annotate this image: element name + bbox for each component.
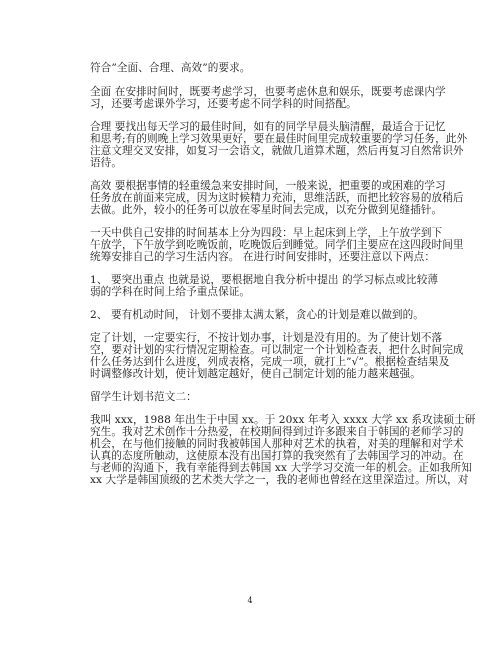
text-line: 与老师的沟通下，我有幸能得到去韩国 xx 大学学习交流一年的机会。正如我所知: [90, 462, 472, 474]
body-text: [90, 62, 476, 486]
text-line: 合理 要找出每天学习的最佳时间，如有的同学早晨头脑清醒，最适合于记忆: [90, 121, 446, 133]
section-heading: 留学生计划书范文二：: [90, 391, 197, 403]
text-line: 弱的学科在时间上给予重点保证。: [90, 286, 251, 298]
text-line: 什么任务达到什么进度，列成表格，完成一项，就打上”√”。根据检查结果及: [90, 356, 450, 368]
text-line: 和思考;有的则晚上学习效果更好，要在最佳时间里完成较重要的学习任务，此外: [90, 133, 468, 145]
text-line: 全面 在安排时间时，既要考虑学习，也要考虑休息和娱乐，既要考虑课内学: [90, 86, 446, 98]
text-line: 午放学，下午放学到吃晚饭前，吃晚饭后到睡觉。同学们主要应在这四段时间里: [90, 239, 464, 251]
text-line: 究生。我对艺术创作十分热爱，在校期间得到过许多跟来自于韩国的老师学习的: [90, 426, 464, 438]
text-line: 时调整修改计划，使计划越定越好，使自己制定计划的能力越来越强。: [90, 368, 421, 380]
text-line: xx 大学是韩国顶级的艺术类大学之一，我的老师也曾经在这里深造过。所以，对: [90, 474, 469, 486]
text-line: 习，还要考虑课外学习，还要考虑不同学科的时间搭配。: [90, 98, 357, 110]
text-line: 1、 要突出重点 也就是说，要根据地自我分析中提出 的学习标点或比较薄: [90, 274, 439, 286]
text-line: 语待。: [90, 157, 123, 169]
text-line: 空，要对计划的实行情况定期检查。可以制定一个计划检查表，把什么时间完成: [90, 344, 464, 356]
text-line: 定了计划，一定要实行，不按计划办事，计划是没有用的。为了使计划不落: [90, 332, 443, 344]
text-line: 符合”全面、合理、高效”的要求。: [90, 62, 251, 74]
text-line: 我叫 xxx，1988 年出生于中国 xx。于 20xx 年考入 xxxx 大学 xx 系攻读硕士研: [90, 414, 476, 426]
text-line: 注意文理交叉安排，如复习一会语文，就做几道算术题，然后再复习自然常识外: [90, 145, 464, 157]
text-line: 机会，在与他们接触的同时我被韩国人那种对艺术的执着，对美的理解和对学术: [90, 438, 464, 450]
text-line: 一天中供自己安排的时间基本上分为四段：早上起床到上学，上午放学到下: [90, 227, 443, 239]
page-number: 4: [247, 596, 253, 605]
text-line: 任务放在前面来完成，因为这时候精力充沛，思维活跃，而把比较容易的放稍后: [90, 192, 464, 204]
text-line: 高效 要根据事情的轻重缓急来安排时间，一般来说，把重要的或困难的学习: [90, 180, 446, 192]
text-line: 认真的态度所触动，这使原本没有出国打算的我突然有了去韩国学习的冲动。在: [90, 450, 464, 462]
text-line: 统筹安排自己的学习生活内容。 在进行时间安排时，还要注意以下两点：: [90, 251, 436, 263]
text-line: 去做。此外，较小的任务可以放在零星时间去完成，以充分做到见缝插针。: [90, 204, 443, 216]
text-line: 2、 要有机动时间， 计划不要排太满太紧，贪心的计划是难以做到的。: [90, 309, 424, 321]
